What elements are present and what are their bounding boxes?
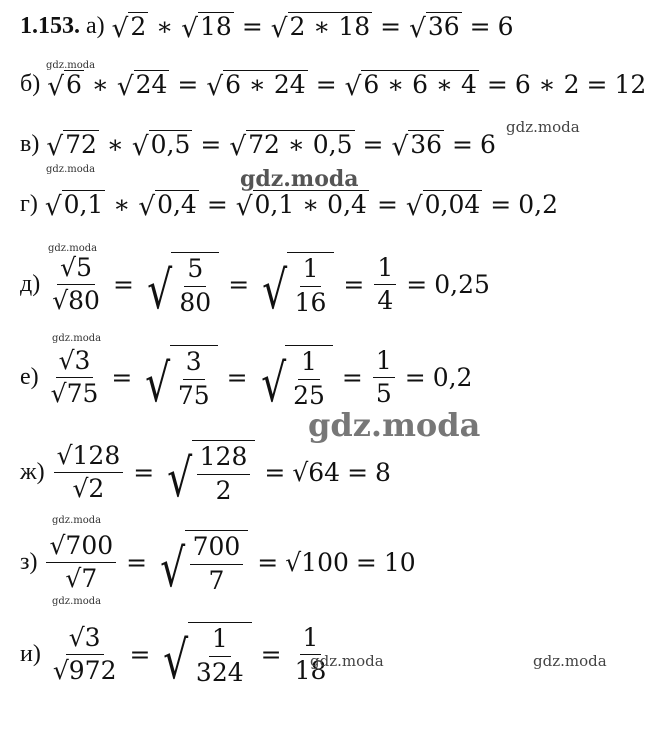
- sqrt-expr: √ 0,1: [44, 190, 104, 222]
- sqrt-fraction: √ $\frac{128}{2}$: [163, 440, 255, 506]
- mid-z: √100: [285, 548, 349, 578]
- watermark: gdz.moda: [310, 652, 384, 670]
- watermark: gdz.moda: [240, 166, 359, 192]
- result-b: 12: [614, 70, 647, 100]
- mid-zh: √64: [292, 458, 341, 488]
- watermark: gdz.moda: [48, 243, 98, 254]
- watermark: gdz.moda: [506, 118, 580, 136]
- fraction: $\frac{1}{18}$: [294, 622, 327, 686]
- sqrt-expr: √ 72: [46, 130, 97, 162]
- problem-number: 1.153.: [20, 13, 80, 40]
- label-e: е): [20, 364, 39, 391]
- sqrt-fraction: √ $\frac{1}{324}$: [159, 622, 251, 688]
- label-a: а): [86, 13, 105, 40]
- sqrt-fraction: √ $\frac{5}{80}$: [143, 252, 219, 318]
- sqrt-expr: √ 2 ∗ 18: [270, 12, 371, 44]
- result-a: 6: [497, 12, 514, 42]
- watermark: gdz.moda: [533, 652, 607, 670]
- result-e: 0,2: [432, 363, 473, 393]
- line-e: е) $\frac{√3}{√75}$ = √ $\frac{3}{75}$ = √ $\frac{1}{25}$ = $\frac{1}{5}$ = 0,2: [20, 345, 473, 414]
- label-d: д): [20, 271, 41, 298]
- label-g: г): [20, 191, 38, 218]
- watermark: gdz.moda: [308, 406, 481, 444]
- fraction: $\frac{√3}{√75}$: [50, 345, 99, 409]
- fraction: $\frac{1}{4}$: [374, 254, 396, 317]
- result-d: 0,25: [434, 270, 490, 300]
- label-i: и): [20, 641, 41, 668]
- sqrt-expr: √ 36: [409, 12, 460, 44]
- result-zh: 8: [375, 458, 391, 488]
- watermark: gdz.moda: [46, 164, 96, 175]
- result-z: 10: [383, 548, 416, 578]
- sqrt-expr: √ 6: [47, 70, 82, 102]
- label-z: з): [20, 549, 38, 576]
- line-b: б) √ 6 ∗ √ 24 = √ 6 ∗ 24 = √ 6 ∗ 6 ∗ 4 = 6 ∗ 2 = 12: [20, 70, 647, 102]
- line-d: д) $\frac{√5}{√80}$ = √ $\frac{5}{80}$ = √ $\frac{1}{16}$ = $\frac{1}{4}$ = 0,25: [20, 252, 490, 321]
- line-i: и) $\frac{√3}{√972}$ = √ $\frac{1}{324}$ = $\frac{1}{18}$: [20, 622, 332, 688]
- line-v: в) √ 72 ∗ √ 0,5 = √ 72 ∗ 0,5 = √ 36 = 6: [20, 130, 496, 162]
- line-g: г) √ 0,1 ∗ √ 0,4 = √ 0,1 ∗ 0,4 = √ 0,04 = 0,2: [20, 190, 559, 222]
- label-zh: ж): [20, 459, 45, 486]
- label-v: в): [20, 131, 40, 158]
- sqrt-expr: √ 0,5: [131, 130, 191, 162]
- result-g: 0,2: [518, 190, 559, 220]
- watermark: gdz.moda: [52, 596, 102, 607]
- fraction: $\frac{√700}{√7}$: [46, 532, 116, 595]
- sqrt-fraction: √ $\frac{1}{25}$: [257, 345, 333, 411]
- sqrt-expr: √ 6 ∗ 24: [206, 70, 306, 102]
- line-z: з) $\frac{√700}{√7}$ = √ $\frac{700}{7}$ = √100 = 10: [20, 530, 416, 599]
- line-a: 1.153. а) √ 2 ∗ √ 18 = √ 2 ∗ 18 = √ 36 = 6: [20, 12, 514, 44]
- sqrt-expr: √ 0,1 ∗ 0,4: [235, 190, 367, 222]
- sqrt-expr: √ 6 ∗ 6 ∗ 4: [344, 70, 477, 102]
- sqrt-expr: √ 2: [111, 12, 147, 44]
- sqrt-fraction: √ $\frac{3}{75}$: [141, 345, 217, 411]
- sqrt-expr: √ 24: [116, 70, 168, 102]
- fraction: $\frac{√128}{√2}$: [54, 442, 124, 505]
- sqrt-expr: √ 36: [391, 130, 443, 162]
- fraction: $\frac{√5}{√80}$: [52, 252, 100, 316]
- watermark: gdz.moda: [46, 60, 96, 71]
- watermark: gdz.moda: [52, 333, 102, 344]
- sqrt-fraction: √ $\frac{700}{7}$: [156, 530, 248, 596]
- watermark: gdz.moda: [52, 515, 102, 526]
- fraction: $\frac{1}{5}$: [373, 347, 395, 410]
- sqrt-expr: √ 0,4: [138, 190, 197, 222]
- fraction: $\frac{√3}{√972}$: [52, 622, 117, 686]
- sqrt-expr: √ 72 ∗ 0,5: [229, 130, 353, 162]
- sqrt-expr: √ 18: [181, 12, 232, 44]
- expr-b: 6 ∗ 2: [514, 70, 580, 100]
- label-b: б): [20, 71, 41, 98]
- sqrt-fraction: √ $\frac{1}{16}$: [258, 252, 334, 318]
- line-zh: ж) $\frac{√128}{√2}$ = √ $\frac{128}{2}$ = √64 = 8: [20, 440, 391, 509]
- sqrt-expr: √ 0,04: [405, 190, 481, 222]
- result-v: 6: [479, 130, 496, 160]
